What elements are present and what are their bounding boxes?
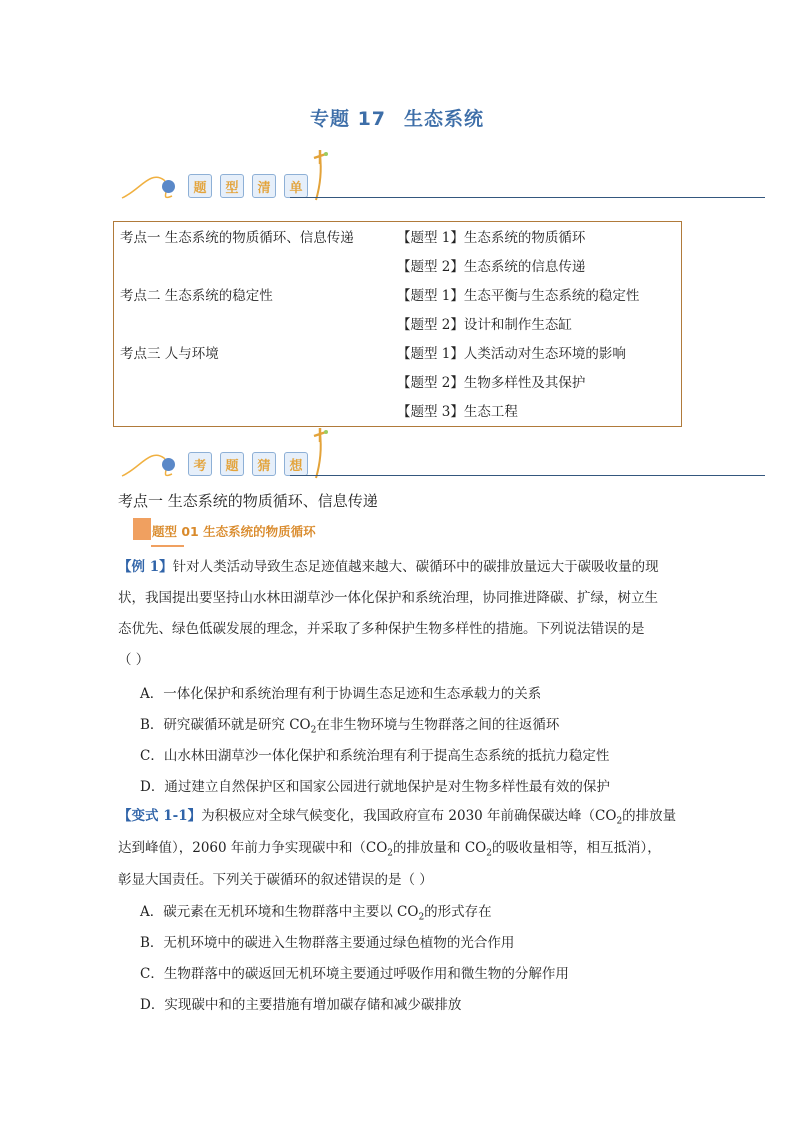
option-c: C．山水林田湖草沙一体化保护和系统治理有利于提高生态系统的抵抗力稳定性 bbox=[140, 748, 610, 764]
toc-topic: 考点三 人与环境 bbox=[120, 346, 219, 362]
option-a: A．一体化保护和系统治理有利于协调生态足迹和生态承载力的关系 bbox=[140, 686, 542, 702]
banner-question-guess bbox=[120, 428, 765, 488]
banner-rule bbox=[290, 475, 765, 476]
banner-tiles bbox=[188, 174, 308, 198]
banner-tile: 考 bbox=[188, 452, 212, 476]
banner-tile: 型 bbox=[220, 174, 244, 198]
banner-tile: 题 bbox=[188, 174, 212, 198]
option-b: B．无机环境中的碳进入生物群落主要通过绿色植物的光合作用 bbox=[140, 935, 515, 951]
option-a: A．碳元素在无机环境和生物群落中主要以 $CO_2$的形式存在 bbox=[140, 904, 492, 923]
banner-tile: 想 bbox=[284, 452, 308, 476]
toc-topic: 考点一 生态系统的物质循环、信息传递 bbox=[120, 230, 354, 246]
variant-1-line: 达到峰值），2060 年前力争实现碳中和（$CO_2$的排放量和 $CO_2$的吸收量相等，相互抵消）， bbox=[118, 840, 661, 859]
page-title bbox=[0, 104, 794, 131]
toc-type: 【题型 3】生态工程 bbox=[397, 404, 518, 420]
toc-type: 【题型 2】生态系统的信息传递 bbox=[397, 259, 586, 275]
banner-tile: 清 bbox=[252, 174, 276, 198]
type-label: 题型 01 生态系统的物质循环 bbox=[152, 524, 316, 539]
example-1-line: 态优先、绿色低碳发展的理念，并采取了多种保护生物多样性的措施。下列说法错误的是 bbox=[118, 621, 645, 637]
example-1-line bbox=[118, 552, 659, 583]
type-underline bbox=[151, 545, 184, 547]
type-marker-icon bbox=[133, 518, 151, 540]
variant-1-line: 【变式 1-1】为积极应对全球气候变化，我国政府宣布 2030 年前确保碳达峰（$CO_2$的排放量 bbox=[118, 808, 677, 827]
example-1-answer-blank: （ ） bbox=[118, 652, 150, 668]
option-d: D．实现碳中和的主要措施有增加碳存储和减少碳排放 bbox=[140, 997, 462, 1013]
section-heading: 考点一 生态系统的物质循环、信息传递 bbox=[118, 492, 378, 510]
toc-type: 【题型 1】人类活动对生态环境的影响 bbox=[397, 346, 626, 362]
toc-type: 【题型 1】生态平衡与生态系统的稳定性 bbox=[397, 288, 640, 304]
example-text: 针对人类活动导致生态足迹值越来越大、碳循环中的碳排放量远大于碳吸收量的现 bbox=[172, 559, 659, 575]
question-type-table bbox=[113, 221, 682, 427]
example-1-line: 状，我国提出要坚持山水林田湖草沙一体化保护和系统治理，协同推进降碳、扩绿，树立生 bbox=[118, 590, 658, 606]
variant-tag: 【变式 1-1】 bbox=[118, 808, 202, 824]
banner-tile: 猜 bbox=[252, 452, 276, 476]
example-tag: 【例 1】 bbox=[118, 559, 173, 575]
banner-question-types bbox=[120, 150, 765, 210]
toc-topic: 考点二 生态系统的稳定性 bbox=[120, 288, 273, 304]
banner-rule bbox=[290, 197, 765, 198]
title-text: 生态系统 bbox=[404, 108, 485, 130]
toc-type: 【题型 1】生态系统的物质循环 bbox=[397, 230, 586, 246]
banner-tile: 题 bbox=[220, 452, 244, 476]
option-b: B．研究碳循环就是研究 $CO_2$在非生物环境与生物群落之间的往返循环 bbox=[140, 717, 560, 736]
banner-dot-icon bbox=[162, 458, 175, 471]
toc-type: 【题型 2】设计和制作生态缸 bbox=[397, 317, 572, 333]
title-number: 专题 17 bbox=[309, 108, 387, 130]
option-d: D．通过建立自然保护区和国家公园进行就地保护是对生物多样性最有效的保护 bbox=[140, 779, 610, 795]
option-c: C．生物群落中的碳返回无机环境主要通过呼吸作用和微生物的分解作用 bbox=[140, 966, 569, 982]
banner-dot-icon bbox=[162, 180, 175, 193]
banner-tile: 单 bbox=[284, 174, 308, 198]
toc-type: 【题型 2】生物多样性及其保护 bbox=[397, 375, 586, 391]
variant-1-line: 彰显大国责任。下列关于碳循环的叙述错误的是（ ） bbox=[118, 872, 433, 888]
banner-tiles bbox=[188, 452, 308, 476]
